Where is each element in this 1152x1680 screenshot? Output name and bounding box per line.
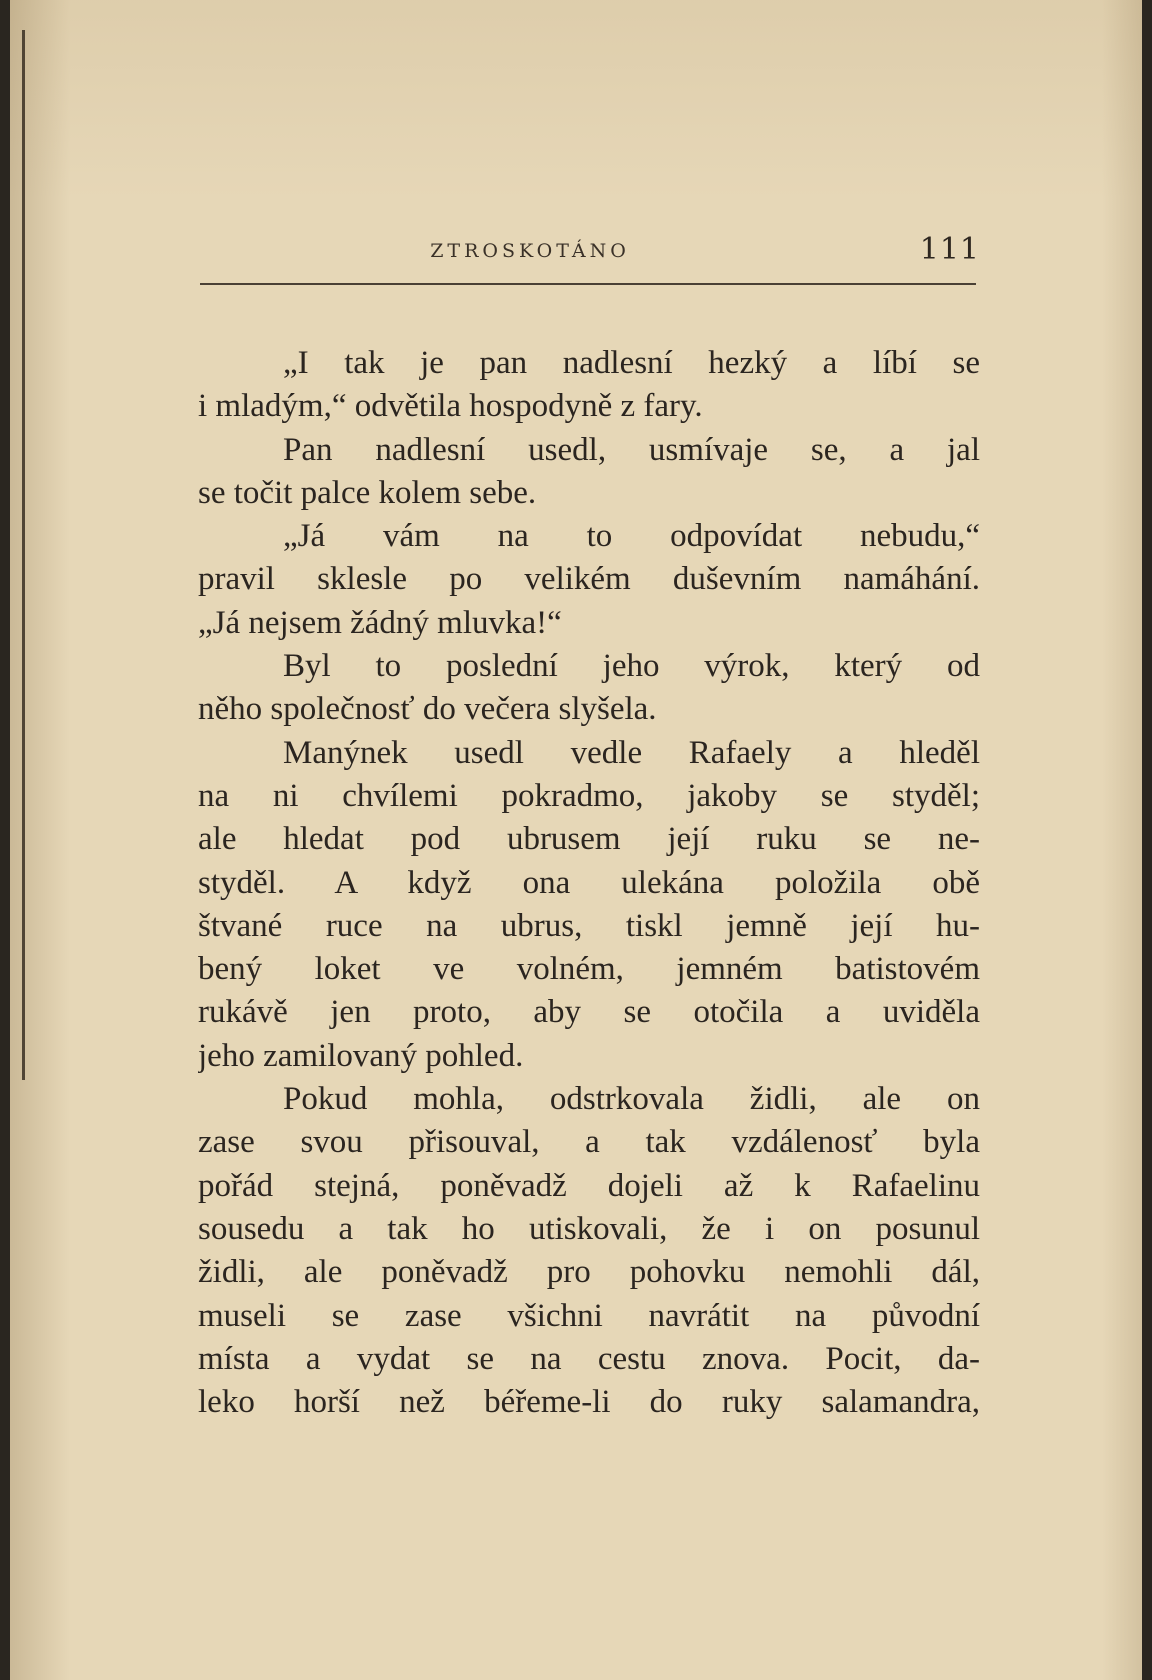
text-line: místa a vydat se na cestu znova. Pocit, da- — [198, 1340, 980, 1377]
text-line: jeho zamilovaný pohled. — [198, 1037, 524, 1074]
running-head — [190, 232, 980, 276]
text-line: židli, ale poněvadž pro pohovku nemohli dál, — [198, 1254, 980, 1291]
text-line: leko horší než béřeme-li do ruky salamandra, — [198, 1384, 980, 1421]
text-line: Byl to poslední jeho výrok, který od — [283, 648, 980, 685]
text-line: „I tak je pan nadlesní hezký a líbí se — [283, 345, 980, 381]
text-line: bený loket ve volném, jemném batistovém — [198, 951, 980, 988]
header-rule — [200, 283, 976, 285]
text-line: Pan nadlesní usedl, usmívaje se, a jal — [283, 431, 980, 468]
text-line: na ni chvílemi pokradmo, jakoby se styděl; — [198, 777, 980, 814]
page-number: 111 — [919, 232, 980, 267]
text-line: se točit palce kolem sebe. — [198, 474, 537, 511]
book-page — [10, 0, 1142, 1680]
text-line: ale hledat pod ubrusem její ruku se ne- — [198, 821, 980, 858]
text-line: „Já nejsem žádný mluvka!“ — [198, 604, 562, 641]
text-line: štvané ruce na ubrus, tiskl jemně její hu- — [198, 907, 980, 944]
body-text — [198, 342, 980, 1424]
text-line: styděl. A když ona ulekána položila obě — [198, 864, 980, 901]
text-line: něho společnosť do večera slyšela. — [198, 691, 657, 728]
spine-edge — [22, 30, 25, 1080]
text-line: museli se zase všichni navrátit na původní — [198, 1297, 980, 1334]
text-line: Pokud mohla, odstrkovala židli, ale on — [283, 1081, 980, 1118]
text-line: sousedu a tak ho utiskovali, že i on posunul — [198, 1210, 980, 1247]
text-line: rukávě jen proto, aby se otočila a uviděla — [198, 994, 980, 1031]
text-line: zase svou přisouval, a tak vzdálenosť byla — [198, 1124, 980, 1161]
text-line: i mladým,“ odvětila hospodyně z fary. — [198, 388, 703, 425]
running-title: ZTROSKOTÁNO — [430, 240, 630, 262]
text-line: Manýnek usedl vedle Rafaely a hleděl — [283, 734, 980, 771]
text-line: pořád stejná, poněvadž dojeli až k Rafaelinu — [198, 1167, 980, 1204]
text-line: pravil sklesle po velikém duševním namáhání. — [198, 561, 980, 598]
text-line: „Já vám na to odpovídat nebudu,“ — [283, 518, 980, 555]
